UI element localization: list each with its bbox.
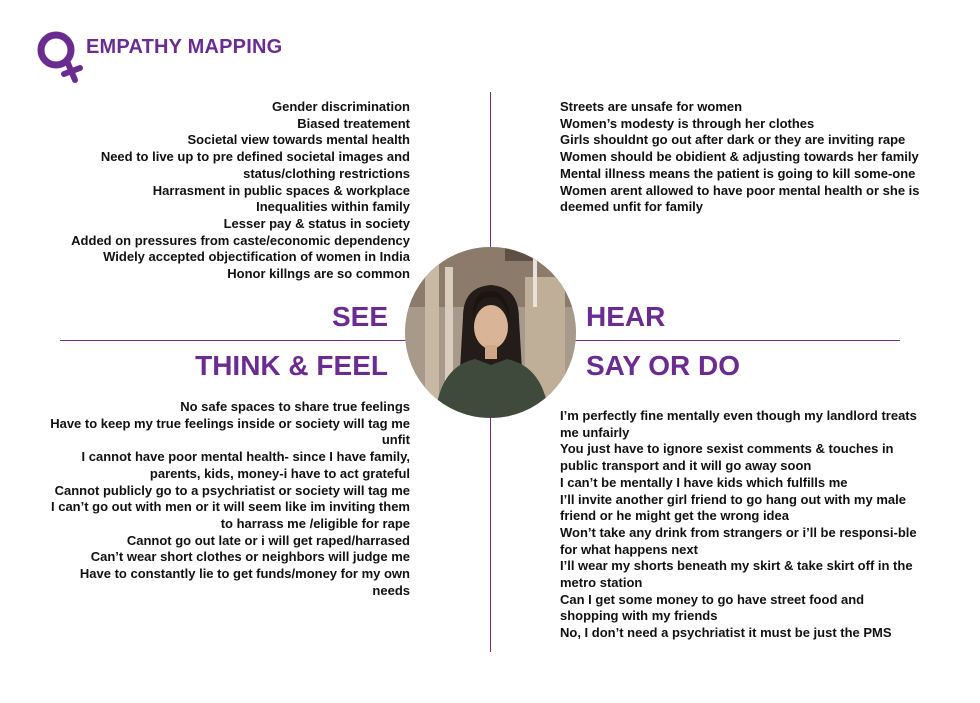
list-item: Women’s modesty is through her clothes — [560, 115, 815, 131]
list-item: No safe spaces to share true feelings — [180, 399, 410, 414]
hear-list — [560, 99, 920, 216]
list-item: You just have to ignore sexist comments & touches in public transport and it will go away soon — [560, 441, 894, 474]
list-item: I’m perfectly fine mentally even though my landlord treats me unfairly — [560, 408, 917, 440]
list-item: Honor killngs are so common — [227, 266, 410, 282]
list-item: Women arent allowed to have poor mental health or she is deemed unfit for family — [560, 182, 920, 215]
hear-heading: HEAR — [586, 301, 666, 332]
list-item: No, I don’t need a psychriatist it must be just the PMS — [560, 625, 892, 641]
say-do-list — [560, 408, 925, 642]
list-item: Inequalities within family — [256, 199, 410, 215]
list-item: I cannot have poor mental health- since I have family, parents, kids, money-i have to act grateful — [81, 449, 410, 481]
list-item: Have to constantly lie to get funds/money for my own needs — [79, 566, 410, 598]
list-item: Cannot publicly go to a psychriatist or society will tag me — [54, 482, 410, 498]
list-item: Can’t wear short clothes or neighbors will judge me — [90, 549, 410, 565]
list-item: I can’t go out with men or it will seem like im inviting them to harrass me /eligible for rape — [51, 499, 410, 531]
think-feel-list — [40, 399, 410, 599]
list-item: I’ll wear my shorts beneath my skirt & take skirt off in the metro station — [560, 558, 913, 591]
page-title: EMPATHY MAPPING — [86, 36, 283, 58]
list-item: Can I get some money to go have street food and shopping with my friends — [560, 591, 865, 624]
see-list — [40, 99, 410, 283]
list-item: Cannot go out late or i will get raped/harrased — [126, 532, 410, 548]
say-do-heading: SAY OR DO — [586, 350, 741, 381]
list-item: Widely accepted objectification of women in India — [103, 249, 410, 265]
list-item: Women should be obidient & adjusting towards her family — [560, 149, 919, 165]
list-item: I’ll invite another girl friend to go hang out with my male friend or he might get the wrong idea — [560, 491, 906, 524]
list-item: Streets are unsafe for women — [560, 99, 743, 114]
list-item: Biased treatement — [297, 115, 410, 131]
list-item: Lesser pay & status in society — [223, 215, 410, 231]
list-item: Added on pressures from caste/economic dependency — [71, 232, 410, 248]
list-item: I can’t be mentally I have kids which fulfills me — [560, 474, 848, 490]
list-item: Have to keep my true feelings inside or society will tag me unfit — [50, 415, 410, 448]
list-item: Mental illness means the patient is going to kill some-one — [560, 165, 916, 181]
list-item: Need to live up to pre defined societal images and status/clothing restrictions — [100, 149, 410, 181]
list-item: Girls shouldnt go out after dark or they are inviting rape — [560, 132, 906, 148]
list-item: Gender discrimination — [272, 99, 410, 114]
see-heading: SEE — [331, 301, 388, 332]
list-item: Won’t take any drink from strangers or i’ll be responsi-ble for what happens next — [560, 524, 917, 557]
female-symbol-icon — [34, 30, 84, 84]
list-item: Harrasment in public spaces & workplace — [152, 182, 410, 198]
list-item: Societal view towards mental health — [187, 132, 410, 148]
think-feel-heading: THINK & FEEL — [195, 350, 388, 381]
persona-photo — [405, 247, 576, 418]
